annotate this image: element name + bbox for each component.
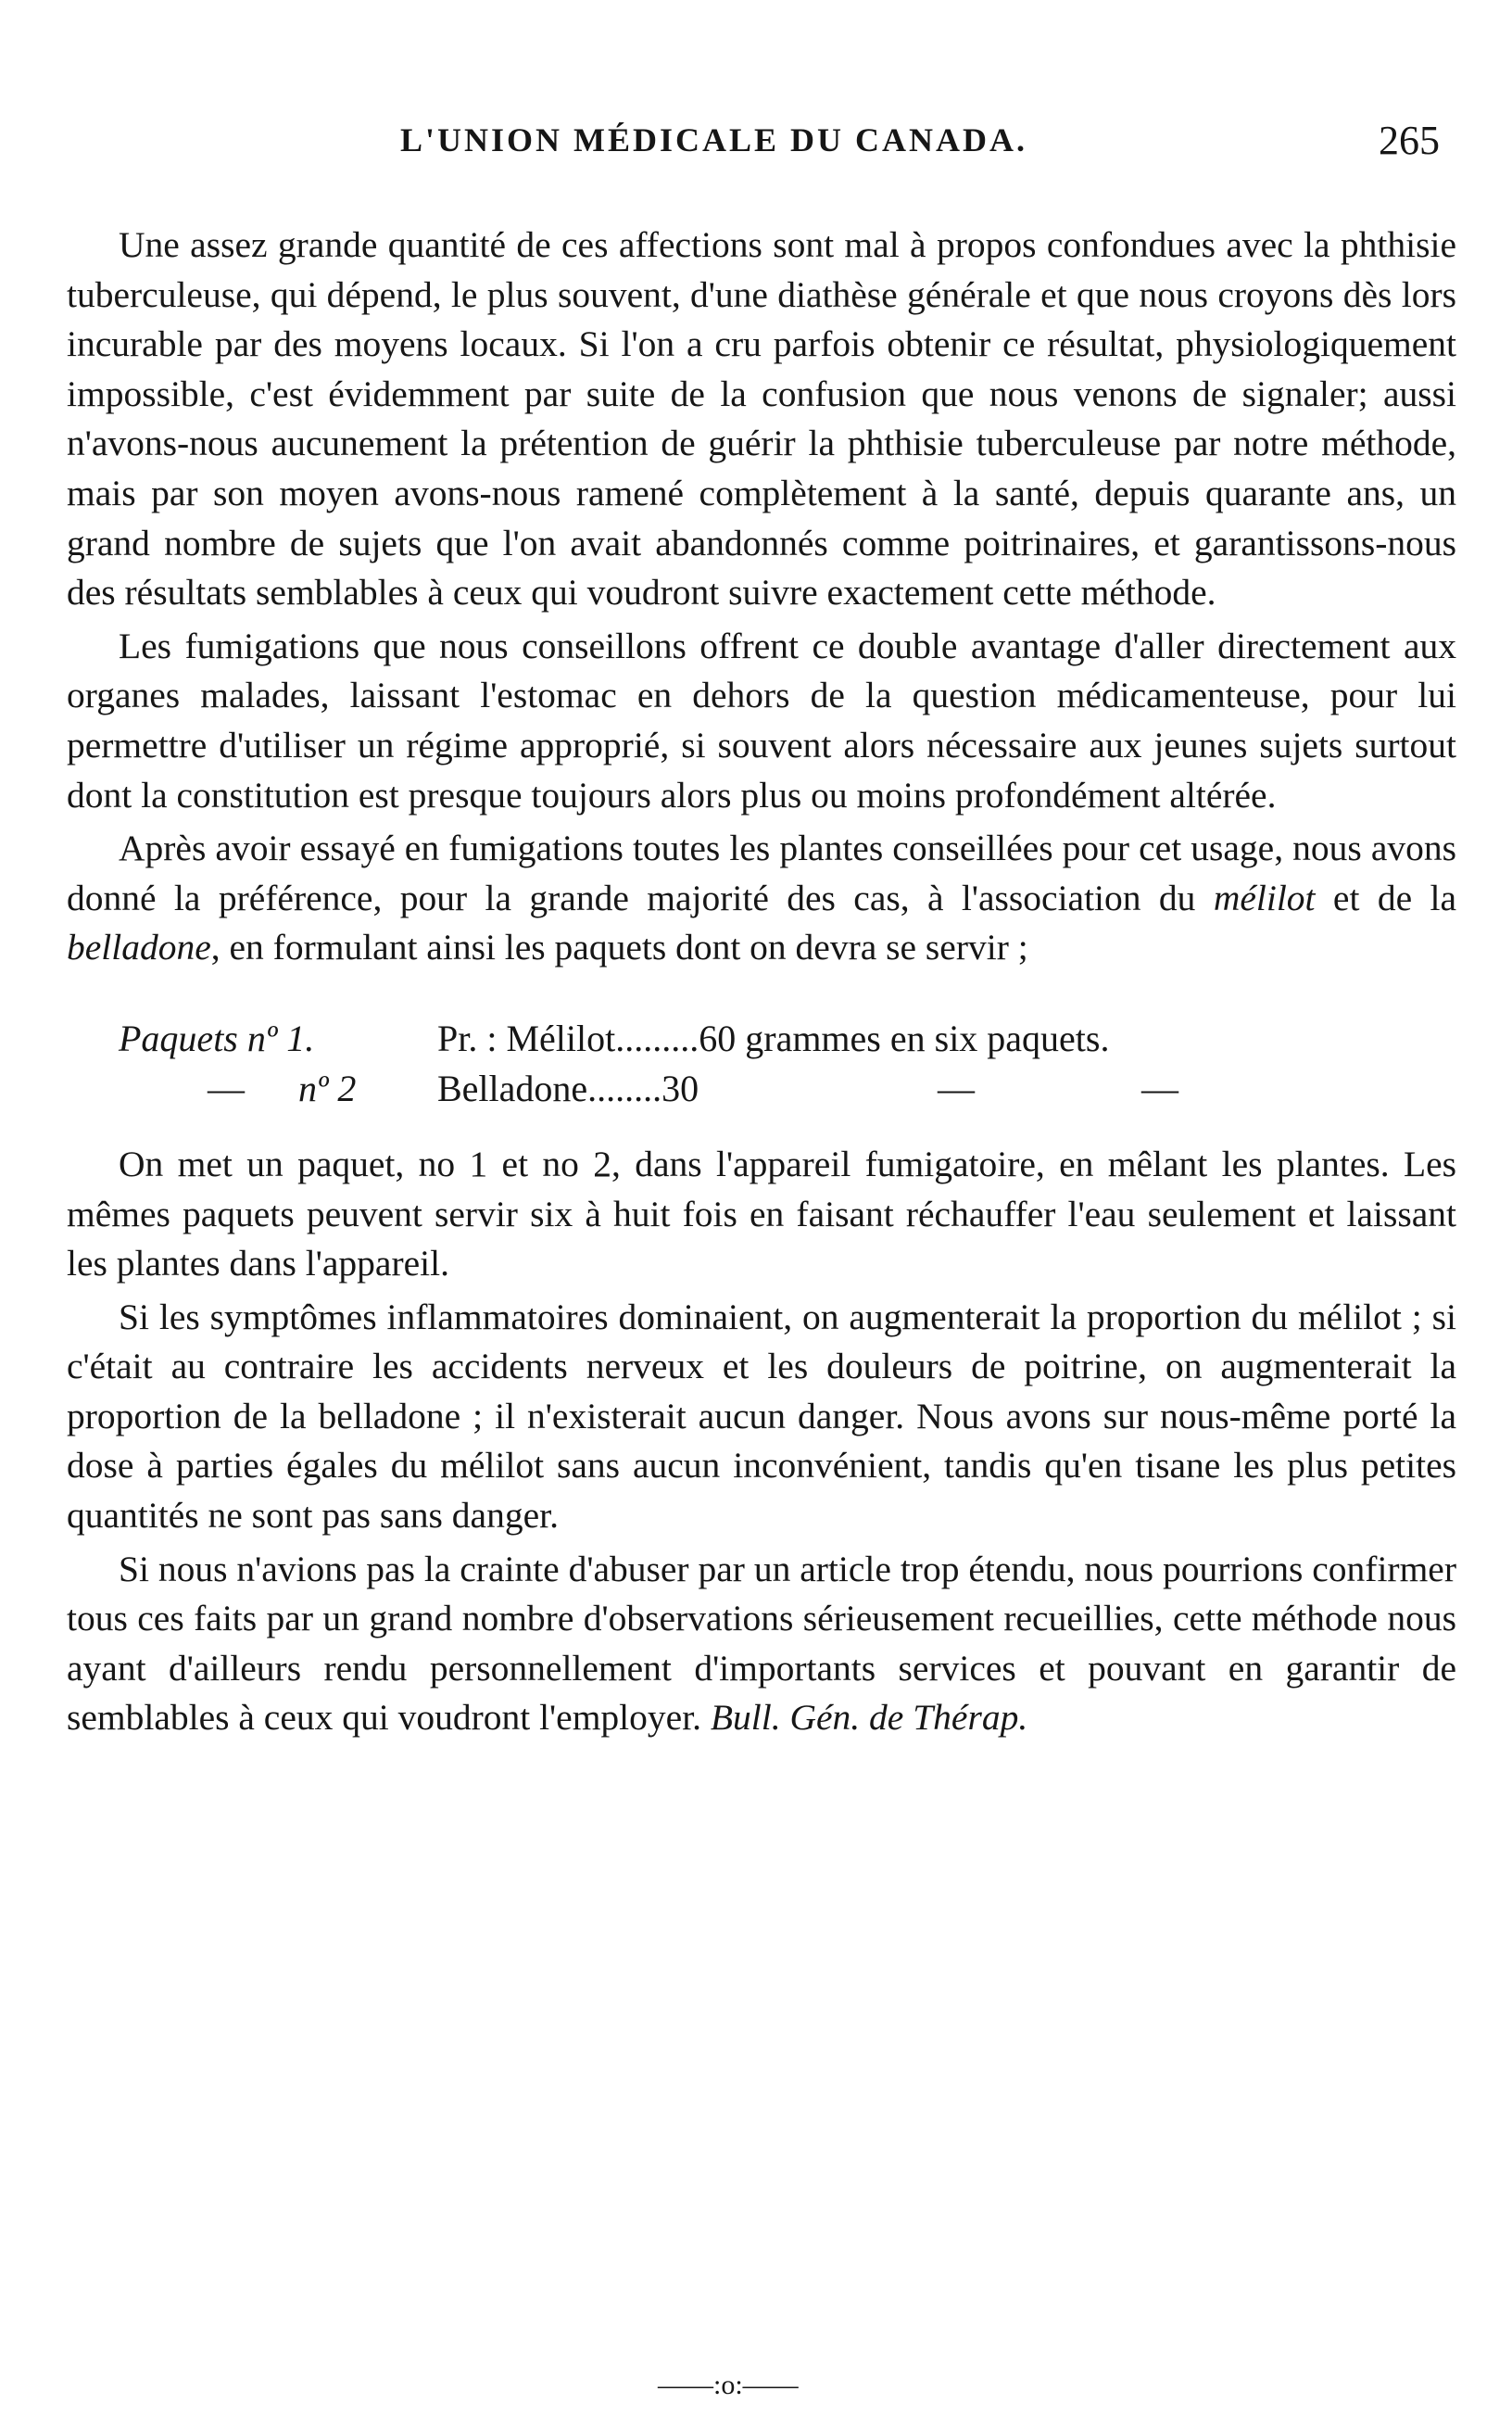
- paragraph-paquet: On met un paquet, no 1 et no 2, dans l'appareil fumigatoire, en mêlant les plantes. Les mêmes paquets peuvent servir six à huit fois en faisant réchauffer l'eau seulement et laissant les plantes dans l'appareil.: [67, 1143, 1456, 1284]
- section-divider: ——:o:——: [658, 2370, 799, 2400]
- citation: Bull. Gén. de Thérap.: [710, 1697, 1028, 1739]
- recipe-row-1: [67, 1014, 1456, 1064]
- paragraph-plantes-part3: , en formulant ainsi les paquets dont on devra se servir ;: [210, 927, 1028, 968]
- recipe-number: nº 2: [298, 1067, 357, 1109]
- melilot-term: mélilot: [1213, 877, 1316, 918]
- page-number: 265: [1379, 118, 1440, 163]
- paragraph-conclusion: [67, 1545, 1456, 1743]
- recipe-dash: —: [1141, 1067, 1178, 1109]
- paragraph-fumigations: Les fumigations que nous conseillons offrent ce double avantage d'aller directement aux organes malades, laissant l'estomac en dehors de la question médicamenteuse, pour lui permettre d'utiliser un régime approprié, si souvent alors nécessaire aux jeunes sujets surtout dont la constitution est presque toujours alors plus ou moins profondément altérée.: [67, 625, 1456, 816]
- recipe-item-melilot: Pr. : Mélilot.........60 grammes en six paquets.: [437, 1017, 1110, 1059]
- paragraph-phthisie: Une assez grande quantité de ces affections sont mal à propos confondues avec la phthisie tuberculeuse, qui dépend, le plus souvent, d'une diathèse générale et que nous croyons dès lors incurable par des moyens locaux. Si l'on a cru parfois obtenir ce résultat, physiologiquement impossible, c'est évidemment par suite de la confusion que nous venons de signaler; aussi n'avons-nous aucunement la prétention de guérir la phthisie tuberculeuse par notre méthode, mais par son moyen avons-nous ramené complètement à la santé, depuis quarante ans, un grand nombre de sujets que l'on avait abandonnés comme poitrinaires, et garantissons-nous des résultats semblables à ceux qui voudront suivre exactement cette méthode.: [67, 224, 1456, 614]
- paragraph-plantes-part1: Après avoir essayé en fumigations toutes les plantes conseillées pour cet usage, nous avons donné la préférence, pour la grande majorité des cas, à l'association du: [67, 828, 1456, 918]
- recipe-row-2: [67, 1064, 1456, 1114]
- recipe-item-belladone: Belladone........30: [437, 1067, 699, 1109]
- recipe-dash: —: [938, 1067, 975, 1109]
- article-body: [67, 221, 1456, 1743]
- paragraph-conclusion-text: Si nous n'avions pas la crainte d'abuser par un article trop étendu, nous pourrions confirmer tous ces faits par un grand nombre d'observations sérieusement recueillies, cette méthode nous ayant d'ailleurs rendu personnellement d'importants services et pouvant en garantir de semblables à ceux qui voudront l'employer.: [67, 1548, 1456, 1739]
- journal-title: L'UNION MÉDICALE DU CANADA.: [400, 121, 1028, 158]
- recipe-label: Paquets nº 1.: [119, 1017, 315, 1059]
- recipe-block: [67, 1014, 1456, 1114]
- recipe-dash: —: [208, 1067, 245, 1109]
- paragraph-plantes-part2: et de la: [1315, 877, 1456, 918]
- belladone-term: belladone: [67, 927, 211, 968]
- paragraph-plantes: [67, 824, 1456, 973]
- running-head: [0, 120, 1512, 176]
- paragraph-symptomes: Si les symptômes inflammatoires dominaient, on augmenterait la proportion du mélilot ; si c'était au contraire les accidents nerveux et les douleurs de poitrine, on augmenterait la proportion de la belladone ; il n'existerait aucun danger. Nous avons sur nous-même porté la dose à parties égales du mélilot sans aucun inconvénient, tandis qu'en tisane les plus petites quantités ne sont pas sans danger.: [67, 1296, 1456, 1537]
